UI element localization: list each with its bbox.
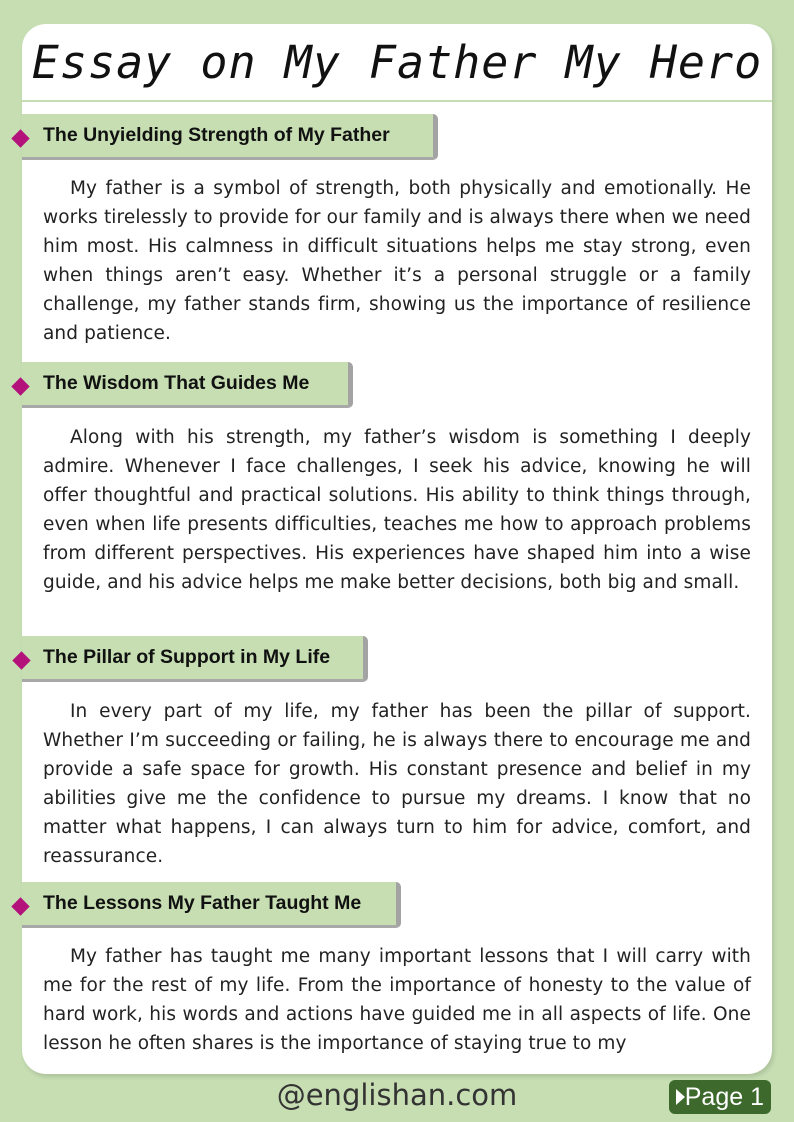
section-paragraph-lessons: My father has taught me many important lessons that I will carry with me for the rest of my life. From the importance of honesty to the value of hard work, his words and actions have guided me in all aspects of life. One lesson he often shares is the importance of staying true to my [43,946,751,1054]
section-paragraph-wisdom: Along with his strength, my father’s wisdom is something I deeply admire. Whenever I face challenges, I seek his advice, knowing he will offer thoughtful and practical solutions. His ability to think things through, even when life presents difficulties, teaches me how to approach problems from different perspectives. His experiences have shaped him into a wise guide, and his advice helps me make better decisions, both big and small. [43,427,751,593]
section-heading-lessons [22,882,401,928]
page-title: Essay on My Father My Hero [31,35,763,89]
title-divider [22,100,772,102]
section-paragraph-support: In every part of my life, my father has been the pillar of support. Whether I’m succeeding or failing, he is always there to encourage me and provide a safe space for growth. His constant presence and belief in my abilities give me the confidence to pursue my dreams. I know that no matter what happens, I can always turn to him for advice, comfort, and reassurance. [43,701,751,867]
section-heading-wisdom [22,362,353,408]
section-heading-strength [22,114,438,160]
essay-card [22,24,772,1074]
website-credit: @englishan.com [276,1078,518,1112]
section-heading-label: The Pillar of Support in My Life [43,646,331,668]
section-heading-label: The Unyielding Strength of My Father [43,124,390,146]
section-heading-support [22,636,368,682]
section-heading-label: The Wisdom That Guides Me [43,372,310,394]
arrow-right-icon [676,1089,685,1105]
page-number-label: Page 1 [684,1082,764,1111]
section-heading-label: The Lessons My Father Taught Me [43,892,362,914]
page-number-badge [669,1080,771,1114]
section-paragraph-strength: My father is a symbol of strength, both physically and emotionally. He works tirelessly to provide for our family and is always there when we need him most. His calmness in difficult situations helps me stay strong, even when things aren’t easy. Whether it’s a personal struggle or a family challenge, my father stands firm, showing us the importance of resilience and patience. [43,178,751,344]
